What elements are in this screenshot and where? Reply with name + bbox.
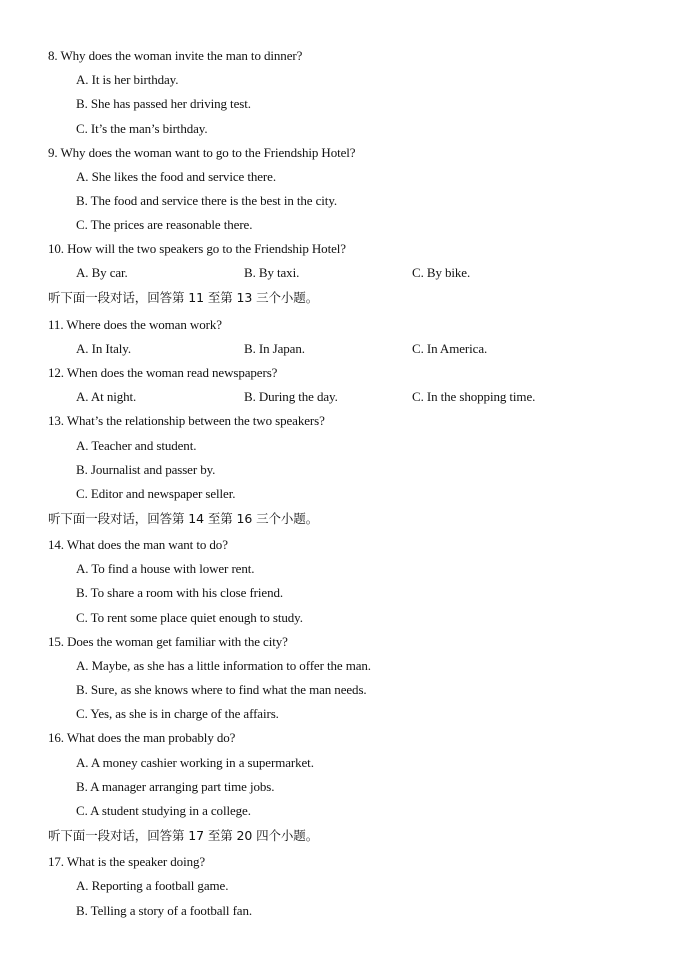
- q10-option-b: B. By taxi.: [244, 265, 300, 280]
- q15-option-c: C. Yes, as she is in charge of the affairs.: [76, 706, 279, 721]
- q8-option-c: C. It’s the man’s birthday.: [76, 121, 208, 136]
- question-14: 14. What does the man want to do?: [48, 537, 228, 552]
- q12-option-c: C. In the shopping time.: [412, 389, 536, 404]
- q14-option-a: A. To find a house with lower rent.: [76, 561, 255, 576]
- q17-option-a: A. Reporting a football game.: [76, 878, 229, 893]
- q13-option-c: C. Editor and newspaper seller.: [76, 486, 236, 501]
- q17-option-b: B. Telling a story of a football fan.: [76, 903, 253, 918]
- question-16: 16. What does the man probably do?: [48, 730, 236, 745]
- q11-option-b: B. In Japan.: [244, 341, 305, 356]
- section-instruction-17-20: 听下面一段对话，回答第 17 至第 20 四个小题。: [48, 828, 319, 843]
- q15-option-b: B. Sure, as she knows where to find what the man needs.: [76, 682, 367, 697]
- q13-option-a: A. Teacher and student.: [76, 438, 197, 453]
- question-8: 8. Why does the woman invite the man to dinner?: [48, 48, 303, 63]
- q11-option-a: A. In Italy.: [76, 341, 131, 356]
- section-instruction-14-16: 听下面一段对话，回答第 14 至第 16 三个小题。: [48, 511, 319, 526]
- q16-option-c: C. A student studying in a college.: [76, 803, 251, 818]
- q12-option-b: B. During the day.: [244, 389, 338, 404]
- question-9: 9. Why does the woman want to go to the Friendship Hotel?: [48, 145, 356, 160]
- question-17: 17. What is the speaker doing?: [48, 854, 206, 869]
- question-10: 10. How will the two speakers go to the Friendship Hotel?: [48, 241, 346, 256]
- section-instruction-11-13: 听下面一段对话，回答第 11 至第 13 三个小题。: [48, 290, 319, 305]
- q16-option-b: B. A manager arranging part time jobs.: [76, 779, 275, 794]
- question-12: 12. When does the woman read newspapers?: [48, 365, 278, 380]
- q9-option-c: C. The prices are reasonable there.: [76, 217, 253, 232]
- q8-option-a: A. It is her birthday.: [76, 72, 179, 87]
- q14-option-b: B. To share a room with his close friend.: [76, 585, 284, 600]
- q14-option-c: C. To rent some place quiet enough to study.: [76, 610, 303, 625]
- q15-option-a: A. Maybe, as she has a little information to offer the man.: [76, 658, 371, 673]
- q11-option-c: C. In America.: [412, 341, 488, 356]
- q10-option-c: C. By bike.: [412, 265, 471, 280]
- question-11: 11. Where does the woman work?: [48, 317, 222, 332]
- question-13: 13. What’s the relationship between the two speakers?: [48, 413, 325, 428]
- question-15: 15. Does the woman get familiar with the city?: [48, 634, 288, 649]
- q9-option-a: A. She likes the food and service there.: [76, 169, 276, 184]
- q13-option-b: B. Journalist and passer by.: [76, 462, 216, 477]
- q9-option-b: B. The food and service there is the best in the city.: [76, 193, 338, 208]
- q8-option-b: B. She has passed her driving test.: [76, 96, 251, 111]
- q10-option-a: A. By car.: [76, 265, 128, 280]
- q12-option-a: A. At night.: [76, 389, 137, 404]
- q16-option-a: A. A money cashier working in a supermarket.: [76, 755, 314, 770]
